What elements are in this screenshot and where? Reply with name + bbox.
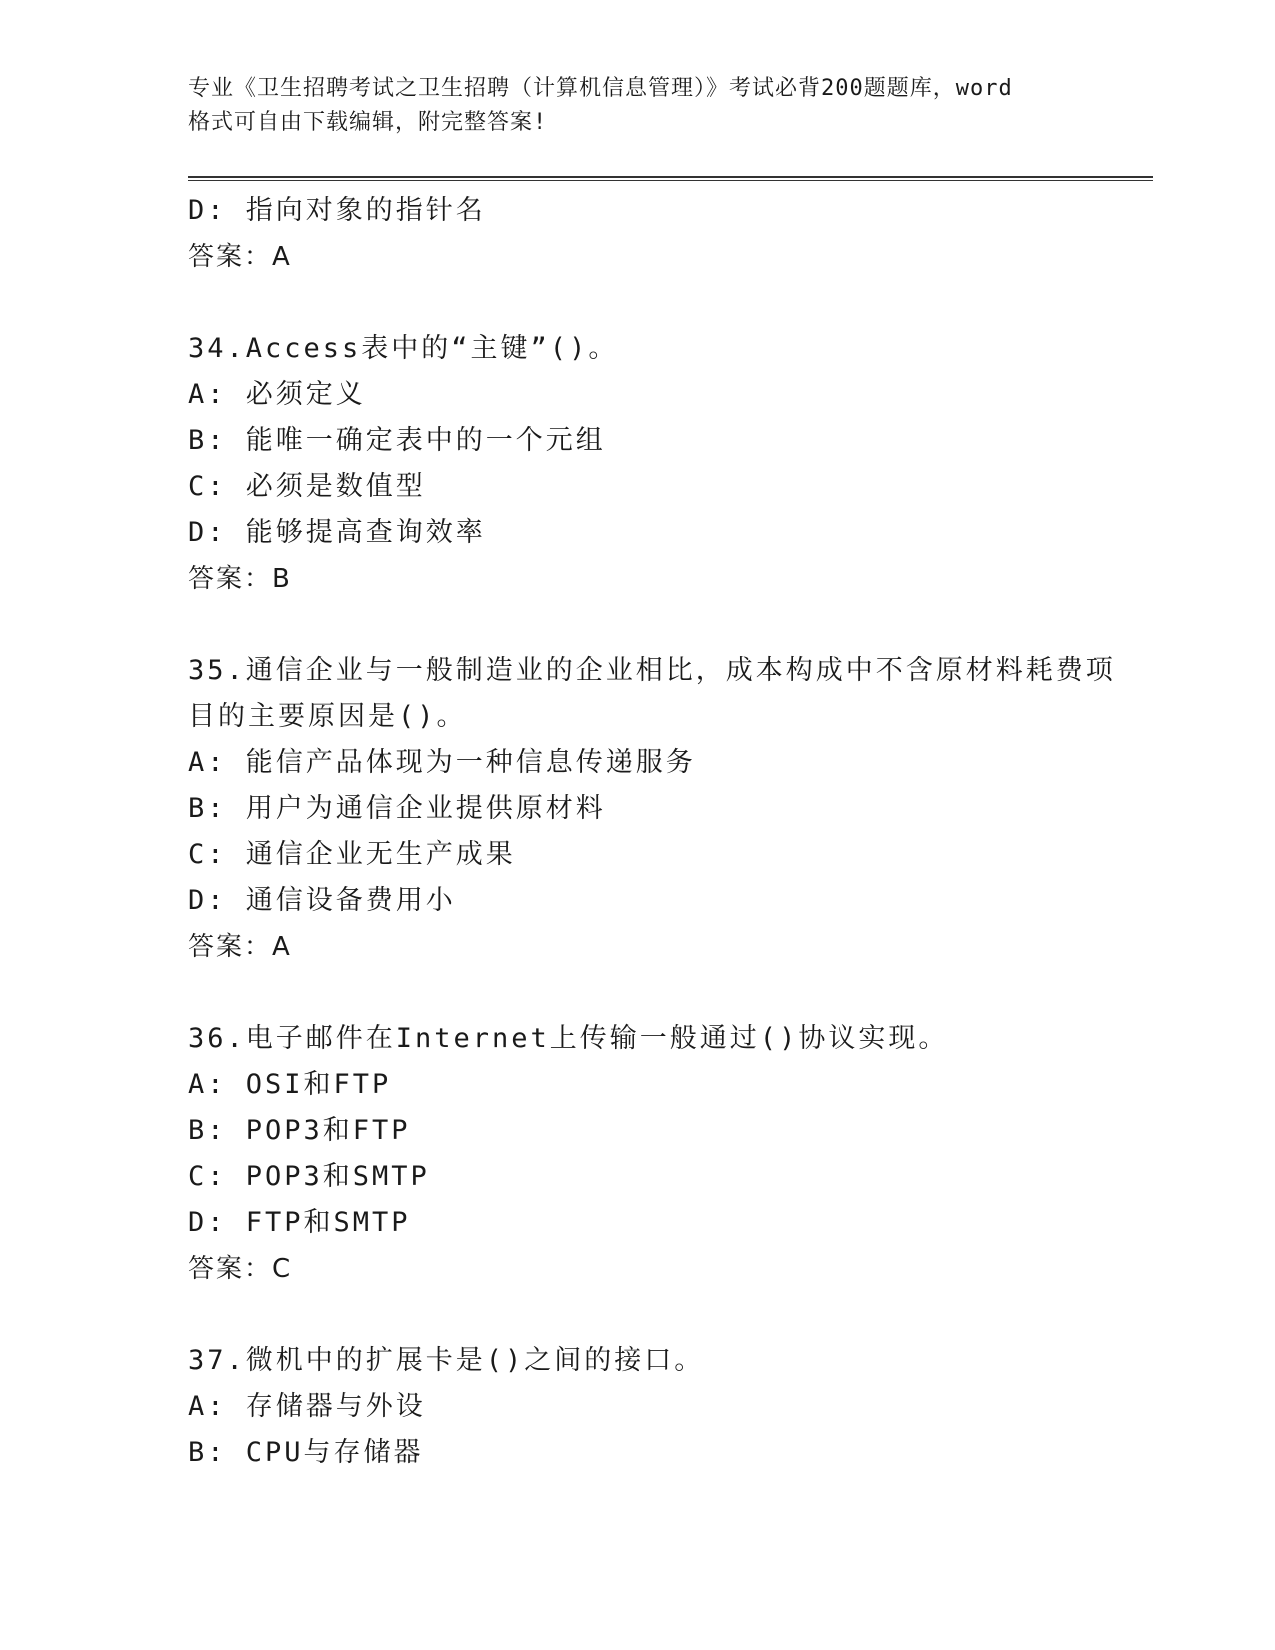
option-a: A: OSI和FTP: [188, 1069, 392, 1100]
option-b: B: 用户为通信企业提供原材料: [188, 793, 606, 824]
question-text: 37.微机中的扩展卡是()之间的接口。: [188, 1345, 705, 1376]
option-b: B: 能唯一确定表中的一个元组: [188, 425, 606, 456]
option-a: A: 必须定义: [188, 379, 366, 410]
option-a: A: 存储器与外设: [188, 1391, 426, 1422]
option-c: C: 必须是数值型: [188, 471, 426, 502]
question-block-prev: [188, 188, 1088, 280]
document-header: [188, 72, 1088, 140]
option-d: D: 通信设备费用小: [188, 885, 456, 916]
question-block-36: [188, 1016, 1088, 1292]
option-d: D: FTP和SMTP: [188, 1207, 411, 1238]
option-b: B: POP3和FTP: [188, 1115, 411, 1146]
question-list: [188, 188, 1116, 1476]
option-d: D: 能够提高查询效率: [188, 517, 486, 548]
question-text-line-1: 35.通信企业与一般制造业的企业相比，成本构成中不含原材料耗费项: [188, 655, 1116, 686]
question-block-35: [188, 648, 1116, 970]
question-text: 36.电子邮件在Internet上传输一般通过()协议实现。: [188, 1023, 949, 1054]
spacer: [188, 970, 1088, 1016]
question-block-37: [188, 1338, 1088, 1476]
answer-line: 答案：C: [188, 1254, 293, 1284]
option-a: A: 能信产品体现为一种信息传递服务: [188, 747, 696, 778]
answer-line: 答案：A: [188, 242, 292, 272]
answer-line: 答案：B: [188, 564, 292, 594]
question-text: 34.Access表中的“主键”()。: [188, 333, 619, 364]
answer-line: 答案：A: [188, 932, 292, 962]
option-b: B: CPU与存储器: [188, 1437, 424, 1468]
option-c: C: POP3和SMTP: [188, 1161, 430, 1192]
header-line-2: 格式可自由下载编辑，附完整答案!: [188, 110, 548, 135]
question-block-34: [188, 326, 1088, 602]
spacer: [188, 602, 1088, 648]
header-line-1: 专业《卫生招聘考试之卫生招聘（计算机信息管理）》考试必背200题题库，word: [188, 76, 1013, 101]
header-divider: [188, 176, 1153, 181]
spacer: [188, 280, 1088, 326]
option-c: C: 通信企业无生产成果: [188, 839, 516, 870]
option-d: D: 指向对象的指针名: [188, 195, 486, 226]
question-text-line-2: 目的主要原因是()。: [188, 701, 467, 732]
spacer: [188, 1292, 1088, 1338]
